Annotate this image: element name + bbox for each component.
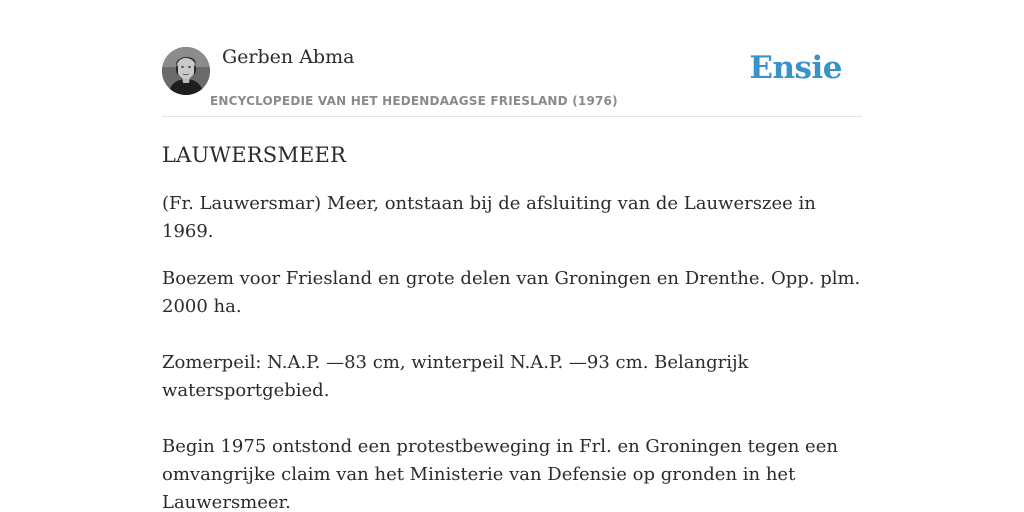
article-paragraph: Boezem voor Friesland en grote delen van Groningen en Drenthe. Opp. plm. 2000 ha. (162, 268, 861, 317)
brand-logo[interactable]: Ensie (749, 50, 842, 86)
article-body (162, 138, 862, 512)
article-header (162, 44, 862, 117)
article-paragraph: Zomerpeil: N.A.P. —83 cm, winterpeil N.A.P. —93 cm. Belangrijk watersportgebied. (162, 352, 749, 401)
author-name[interactable]: Gerben Abma (222, 46, 355, 68)
article-paragraph: Begin 1975 ontstond een protestbeweging in Frl. en Groningen tegen een omvangrijke claim van het Ministerie van Defensie op gronden in het Lauwersmeer. (162, 436, 838, 512)
author-avatar[interactable] (162, 47, 210, 95)
author-portrait-icon (162, 47, 210, 95)
article-title: LAUWERSMEER (162, 143, 347, 167)
article-intro: (Fr. Lauwersmar) Meer, ontstaan bij de afsluiting van de Lauwerszee in 1969. (162, 193, 816, 242)
source-title[interactable]: ENCYCLOPEDIE VAN HET HEDENDAAGSE FRIESLAND (1976) (210, 94, 618, 108)
